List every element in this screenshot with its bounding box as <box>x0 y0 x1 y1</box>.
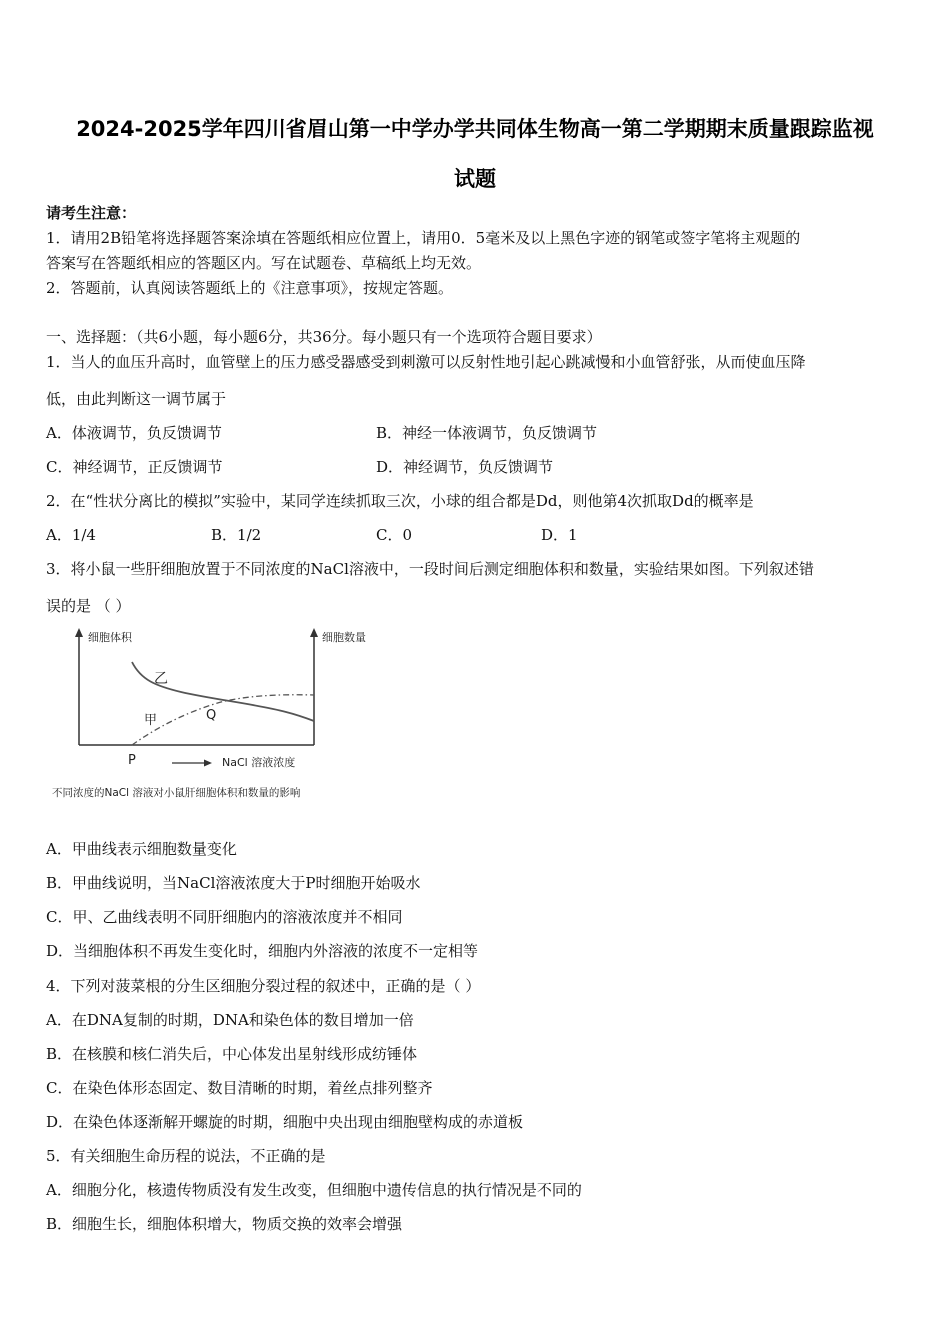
q3-stem-line2: 误的是 （ ） <box>46 597 131 615</box>
right-y-axis-arrow-icon <box>310 628 318 637</box>
q3-option-b: B．甲曲线说明，当NaCl溶液浓度大于P时细胞开始吸水 <box>46 874 421 892</box>
q1-option-a: A．体液调节，负反馈调节 <box>46 424 222 442</box>
q1-option-d: D．神经调节，负反馈调节 <box>376 458 554 476</box>
q4-option-a: A．在DNA复制的时期，DNA和染色体的数目增加一倍 <box>46 1011 414 1029</box>
q3-stem-line1: 3．将小鼠一些肝细胞放置于不同浓度的NaCl溶液中，一段时间后测定细胞体积和数量，实验结果如图。下列叙述错 <box>46 560 814 578</box>
notice-item1-line2: 答案写在答题纸相应的答题区内。写在试题卷、草稿纸上均无效。 <box>46 254 482 272</box>
left-y-axis-arrow-icon <box>75 628 83 637</box>
section-heading: 一、选择题：（共6小题，每小题6分，共36分。每小题只有一个选项符合题目要求） <box>46 328 602 346</box>
curve-jia <box>132 695 314 745</box>
notice-heading: 请考生注意： <box>46 204 137 222</box>
exam-title-line2: 试题 <box>454 167 496 191</box>
q4-stem: 4．下列对菠菜根的分生区细胞分裂过程的叙述中，正确的是（ ） <box>46 977 481 995</box>
q2-stem: 2．在“性状分离比的模拟”实验中，某同学连续抓取三次，小球的组合都是Dd，则他第4次抓取Dd的概率是 <box>46 492 754 510</box>
notice-item1-line1: 1．请用2B铅笔将选择题答案涂填在答题纸相应位置上，请用0．5毫米及以上黑色字迹的钢笔或签字笔将主观题的 <box>46 229 801 247</box>
right-y-axis-label: 细胞数量 <box>322 631 366 644</box>
curve-jia-label: 甲 <box>144 713 158 728</box>
x-axis-label: NaCl 溶液浓度 <box>222 756 296 769</box>
q4-option-d: D．在染色体逐渐解开螺旋的时期，细胞中央出现由细胞壁构成的赤道板 <box>46 1113 524 1131</box>
q2-option-d: D．1 <box>541 526 578 544</box>
left-y-axis-label: 细胞体积 <box>88 631 132 644</box>
point-p-label: P <box>128 753 136 768</box>
q5-option-b: B．细胞生长，细胞体积增大，物质交换的效率会增强 <box>46 1215 403 1233</box>
q1-stem-line1: 1．当人的血压升高时，血管壁上的压力感受器感受到刺激可以反射性地引起心跳减慢和小血管舒张，从而使血压降 <box>46 353 806 371</box>
q4-option-b: B．在核膜和核仁消失后，中心体发出星射线形成纺锤体 <box>46 1045 418 1063</box>
point-q-label: Q <box>206 708 217 723</box>
q1-option-c: C．神经调节，正反馈调节 <box>46 458 223 476</box>
figure-caption: 不同浓度的NaCl 溶液对小鼠肝细胞体积和数量的影响 <box>52 787 301 799</box>
q3-option-a: A．甲曲线表示细胞数量变化 <box>46 840 237 858</box>
q2-option-c: C．0 <box>376 526 413 544</box>
x-direction-arrow-icon <box>204 760 212 767</box>
notice-item2: 2．答题前，认真阅读答题纸上的《注意事项》，按规定答题。 <box>46 279 454 297</box>
q2-option-b: B．1/2 <box>211 526 262 544</box>
q2-option-a: A．1/4 <box>46 526 96 544</box>
q4-option-c: C．在染色体形态固定、数目清晰的时期，着丝点排列整齐 <box>46 1079 433 1097</box>
q1-option-b: B．神经一体液调节，负反馈调节 <box>376 424 598 442</box>
q3-option-c: C．甲、乙曲线表明不同肝细胞内的溶液浓度并不相同 <box>46 908 403 926</box>
q1-stem-line2: 低，由此判断这一调节属于 <box>46 390 227 408</box>
q5-stem: 5．有关细胞生命历程的说法，不正确的是 <box>46 1147 326 1165</box>
q3-option-d: D．当细胞体积不再发生变化时，细胞内外溶液的浓度不一定相等 <box>46 942 479 960</box>
exam-title-line1: 2024-2025学年四川省眉山第一中学办学共同体生物高一第二学期期末质量跟踪监视 <box>76 117 874 141</box>
q5-option-a: A．细胞分化，核遗传物质没有发生改变，但细胞中遗传信息的执行情况是不同的 <box>46 1181 582 1199</box>
q3-figure <box>46 620 376 810</box>
curve-yi-label: 乙 <box>154 671 168 687</box>
